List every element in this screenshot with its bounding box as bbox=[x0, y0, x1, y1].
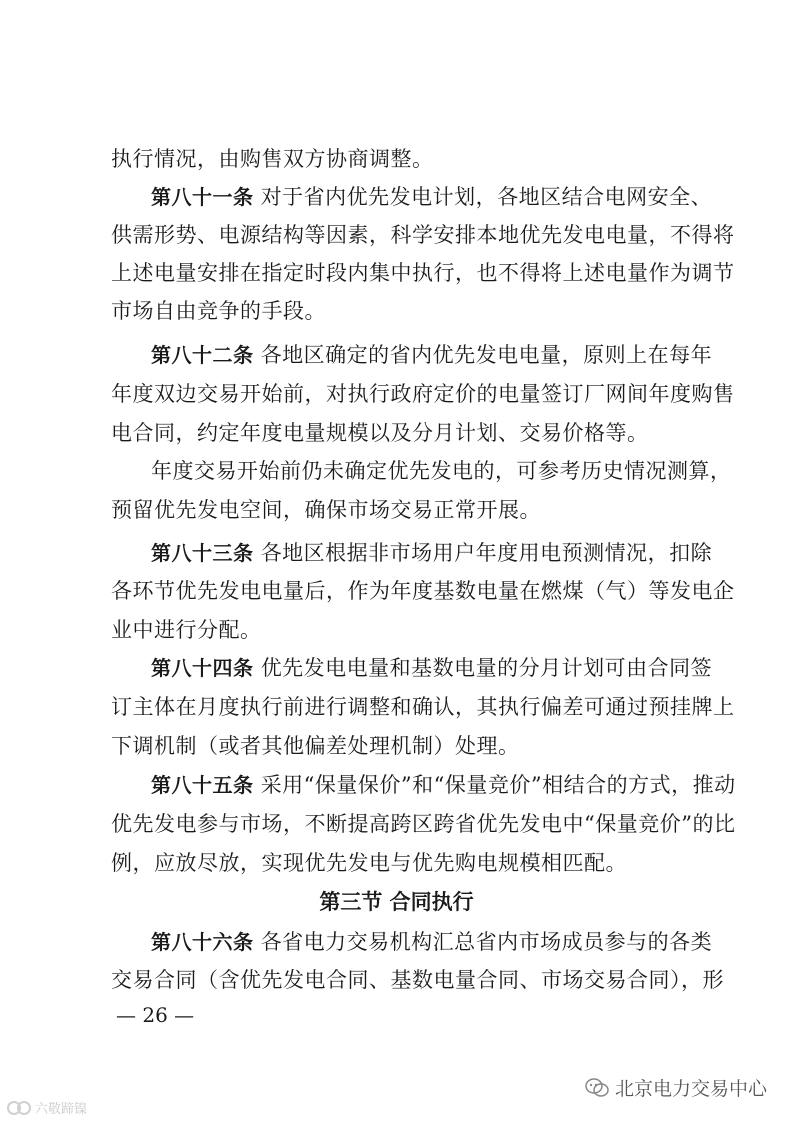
article-number: 第八十一条 bbox=[151, 185, 254, 209]
text-line: 订主体在月度执行前进行调整和确认，其执行偏差可通过预挂牌上 bbox=[111, 695, 735, 719]
watermark-label: 北京电力交易中心 bbox=[614, 1078, 767, 1100]
article-85-heading-line: 第八十五条 采用“保量保价”和“保量竞价”相结合的方式，推动 bbox=[151, 773, 736, 797]
section-title: 第三节 合同执行 bbox=[319, 890, 474, 914]
text-line: 交易合同（含优先发电合同、基数电量合同、市场交易合同），形 bbox=[111, 968, 724, 992]
faint-watermark bbox=[6, 1098, 87, 1117]
article-number: 第八十四条 bbox=[151, 656, 254, 680]
page-number: — 26 — bbox=[116, 1003, 195, 1027]
article-number: 第八十二条 bbox=[151, 343, 254, 367]
text-line: 预留优先发电空间，确保市场交易正常开展。 bbox=[111, 498, 541, 522]
text-line: 执行情况，由购售双方协商调整。 bbox=[111, 147, 434, 171]
text-line: 年度交易开始前仍未确定优先发电的，可参考历史情况测算， bbox=[151, 459, 732, 483]
article-86-heading-line: 第八十六条 各省电力交易机构汇总省内市场成员参与的各类 bbox=[151, 930, 713, 954]
watermark-logo-icon bbox=[6, 1100, 32, 1116]
article-82-heading-line: 第八十二条 各地区确定的省内优先发电电量，原则上在每年 bbox=[151, 343, 713, 367]
article-83-heading-line: 第八十三条 各地区根据非市场用户年度用电预测情况，扣除 bbox=[151, 541, 713, 565]
text-line: 优先发电参与市场，不断提高跨区跨省优先发电中“保量竞价”的比 bbox=[111, 812, 736, 836]
text-line: 上述电量安排在指定时段内集中执行，也不得将上述电量作为调节 bbox=[111, 261, 735, 285]
article-number: 第八十三条 bbox=[151, 541, 254, 565]
text-line: 例，应放尽放，实现优先发电与优先购电规模相匹配。 bbox=[111, 851, 627, 875]
text-line: 电合同，约定年度电量规模以及分月计划、交易价格等。 bbox=[111, 421, 649, 445]
wechat-icon bbox=[585, 1077, 609, 1099]
text-line: 各环节优先发电电量后，作为年度基数电量在燃煤（气）等发电企 bbox=[111, 579, 735, 603]
article-number: 第八十六条 bbox=[151, 930, 254, 954]
source-watermark bbox=[585, 1074, 767, 1101]
article-81-heading-line: 第八十一条 对于省内优先发电计划，各地区结合电网安全、 bbox=[151, 185, 713, 209]
article-84-heading-line: 第八十四条 优先发电电量和基数电量的分月计划可由合同签 bbox=[151, 656, 713, 680]
text-line: 业中进行分配。 bbox=[111, 618, 262, 642]
text-line: 下调机制（或者其他偏差处理机制）处理。 bbox=[111, 734, 520, 758]
text-line: 供需形势、电源结构等因素，科学安排本地优先发电电量，不得将 bbox=[111, 223, 735, 247]
text-line: 年度双边交易开始前，对执行政府定价的电量签订厂网间年度购售 bbox=[111, 382, 735, 406]
text-line: 市场自由竞争的手段。 bbox=[111, 299, 326, 323]
article-number: 第八十五条 bbox=[151, 773, 254, 797]
watermark-left-label: 六敬蹄镍 bbox=[35, 1102, 88, 1117]
